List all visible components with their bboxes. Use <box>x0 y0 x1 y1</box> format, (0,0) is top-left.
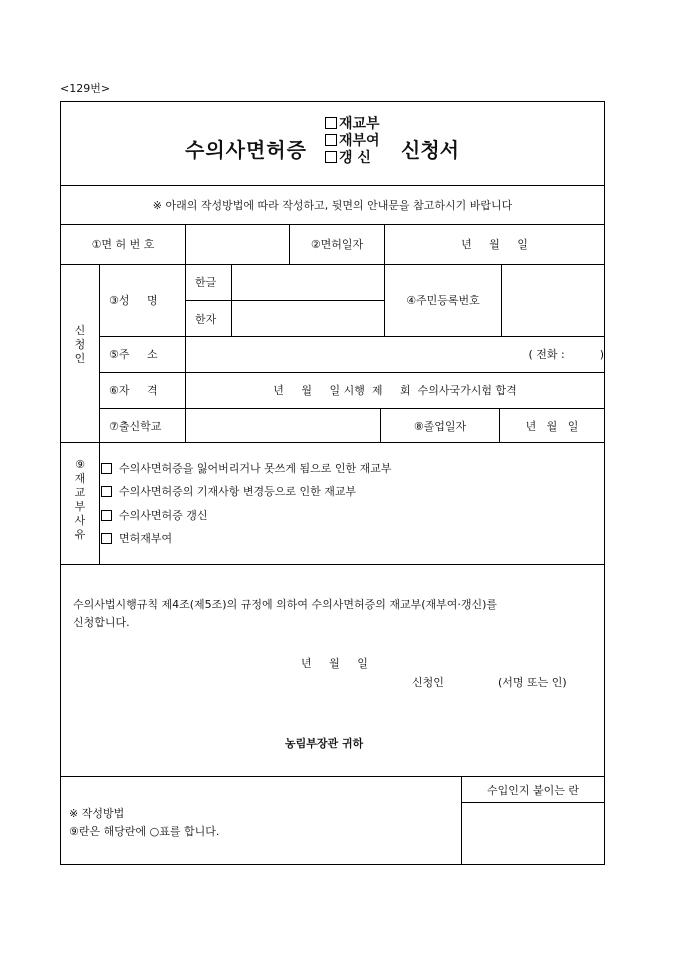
address-input[interactable] <box>186 337 604 371</box>
form-title: 수의사면허증 <box>185 138 307 162</box>
applicant-sign-label: 신청인 <box>412 676 444 689</box>
hangul-label: 한글 <box>195 276 217 289</box>
checkbox-icon <box>325 151 337 163</box>
option-reissue[interactable]: 재교부 <box>325 116 380 133</box>
stamp-area <box>462 803 604 865</box>
option-renewal[interactable]: 갱 신 <box>325 150 380 167</box>
reason-option-regrant[interactable]: 면허재부여 <box>101 530 172 546</box>
addressee: 농림부장관 귀하 <box>285 737 364 750</box>
reason-option-change[interactable]: 수의사면허증의 기재사항 변경등으로 인한 재교부 <box>101 483 356 499</box>
option-regrant[interactable]: 재부여 <box>325 133 380 150</box>
name-hangul-input[interactable] <box>232 265 384 299</box>
option-list <box>325 116 380 167</box>
notice-text: ※ 아래의 작성방법에 따라 작성하고, 뒷면의 안내문을 참고하시기 바랍니다 <box>152 199 513 212</box>
statement-line-1: 수의사법시행규칙 제4조(제5조)의 규정에 의하여 수의사면허증의 재교부(재부여·갱신)를 <box>73 598 498 611</box>
name-hanja-input[interactable] <box>232 301 384 336</box>
reason-option-lost[interactable]: 수의사면허증을 잃어버리거나 못쓰게 됨으로 인한 재교부 <box>101 460 392 476</box>
license-date-input[interactable]: 년 월 일 <box>461 238 528 251</box>
form-number: <129번> <box>60 82 111 95</box>
checkbox-icon <box>101 463 112 474</box>
rrn-label: ④주민등록번호 <box>406 294 480 307</box>
grad-date-label: ⑧졸업일자 <box>413 419 467 433</box>
school-input[interactable] <box>186 409 380 442</box>
applicant-label: 신 청 인 <box>74 324 86 365</box>
instructions-line: ⑨란은 해당란에 ○표를 합니다. <box>69 825 220 838</box>
instructions-title: ※ 작성방법 <box>69 807 125 820</box>
phone-label: ( 전화 : ) <box>528 348 604 361</box>
checkbox-icon <box>101 486 112 497</box>
stamp-label: 수입인지 붙이는 란 <box>486 783 579 797</box>
checkbox-icon <box>325 117 337 129</box>
school-label: ⑦출신학교 <box>109 419 162 433</box>
rrn-input[interactable] <box>502 265 604 335</box>
name-label: ③성 명 <box>109 294 158 307</box>
date-line: 년 월 일 <box>301 657 368 670</box>
address-label: ⑤주 소 <box>109 348 158 361</box>
license-number-input[interactable] <box>186 225 289 263</box>
grad-date-input[interactable]: 년 월 일 <box>525 419 579 433</box>
statement-line-2: 신청합니다. <box>73 616 130 629</box>
qualification-input[interactable]: 년 월 일 시행 제 회 수의사국가시험 합격 <box>273 384 517 397</box>
signature-note: (서명 또는 인) <box>498 676 567 689</box>
reason-label: ⑨ 재 교 부 사 유 <box>74 458 86 541</box>
license-number-label: ①면 허 번 호 <box>91 238 155 251</box>
license-date-label: ②면허일자 <box>310 238 364 251</box>
reason-option-renewal[interactable]: 수의사면허증 갱신 <box>101 507 208 523</box>
form-title-suffix: 신청서 <box>401 138 459 162</box>
qualification-label: ⑥자 격 <box>109 384 158 397</box>
hanja-label: 한자 <box>195 312 217 326</box>
checkbox-icon <box>101 533 112 544</box>
application-form <box>60 101 605 865</box>
checkbox-icon <box>101 510 112 521</box>
checkbox-icon <box>325 134 337 146</box>
